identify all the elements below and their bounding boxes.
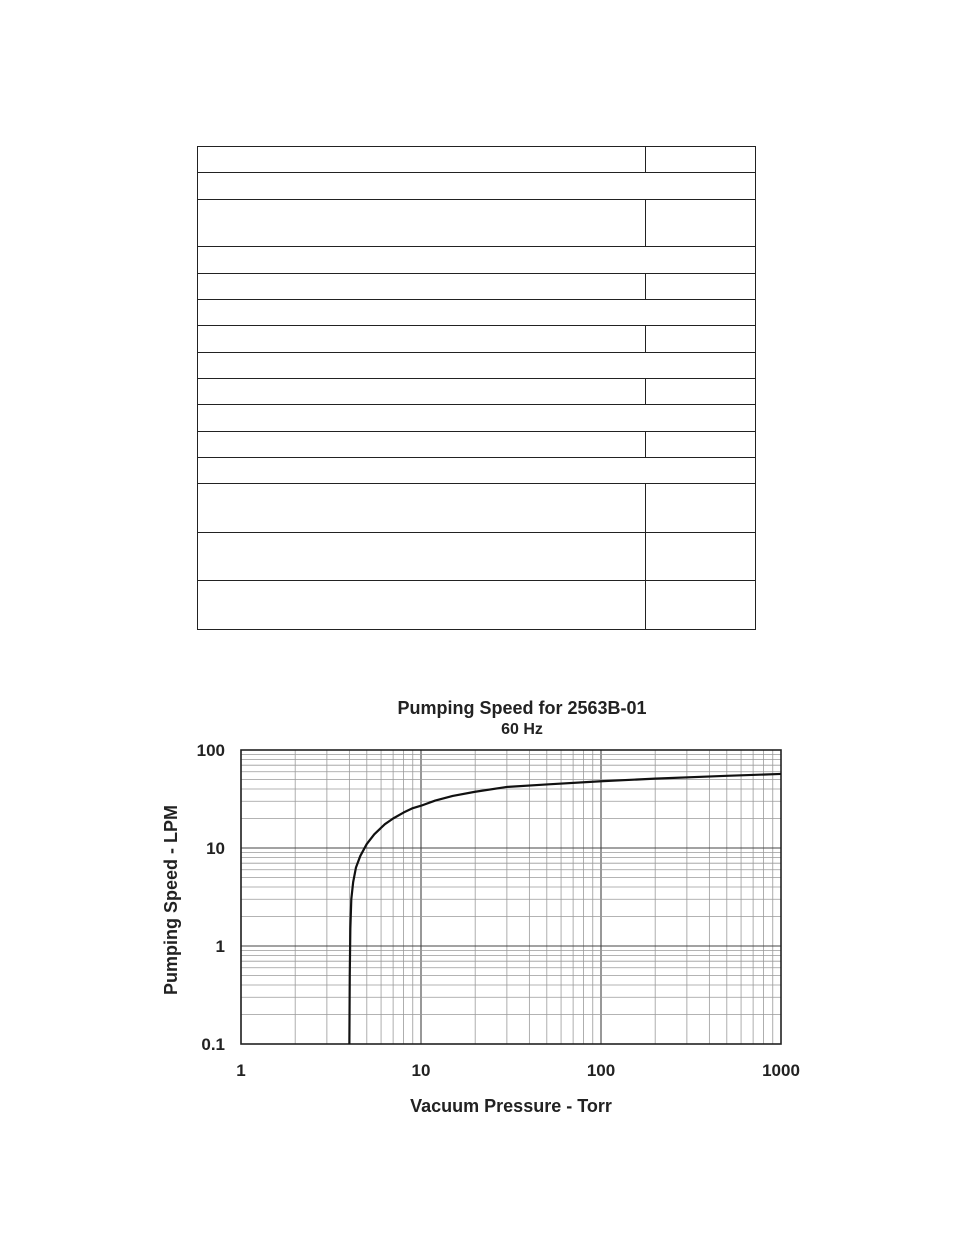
table-row	[198, 326, 756, 353]
table-cell-value	[646, 200, 756, 247]
x-tick-label: 1	[236, 1061, 246, 1080]
table-cell-value	[646, 484, 756, 533]
table-cell-label	[198, 200, 646, 247]
table-row	[198, 147, 756, 173]
y-tick-label: 0.1	[201, 1035, 225, 1054]
table-cell-value	[646, 432, 756, 458]
table-row	[198, 379, 756, 405]
table-cell-value	[646, 326, 756, 353]
specifications-table	[197, 146, 756, 630]
x-tick-label: 10	[411, 1061, 431, 1080]
table-cell-label	[198, 533, 646, 581]
chart-grid	[241, 750, 781, 1044]
table-row	[198, 353, 756, 379]
chart-subtitle: 60 Hz	[501, 721, 543, 738]
table-row	[198, 173, 756, 200]
table-cell-section	[198, 173, 756, 200]
table-cell-label	[198, 581, 646, 630]
pumping-speed-chart	[0, 690, 954, 1130]
table-row	[198, 247, 756, 274]
y-tick-label: 1	[215, 937, 225, 956]
chart-series	[349, 774, 781, 1044]
table-cell-label	[198, 484, 646, 533]
y-tick-label: 100	[196, 741, 225, 760]
table-cell-value	[646, 379, 756, 405]
table-row	[198, 405, 756, 432]
specifications-table-body	[198, 147, 756, 630]
x-tick-label: 1000	[762, 1061, 800, 1080]
chart-title: Pumping Speed for 2563B-01	[397, 698, 647, 718]
x-axis-label: Vacuum Pressure - Torr	[410, 1096, 612, 1116]
table-cell-section	[198, 300, 756, 326]
table-row	[198, 581, 756, 630]
table-row	[198, 432, 756, 458]
plot-frame	[241, 750, 781, 1044]
y-axis-label: Pumping Speed - LPM	[161, 804, 181, 996]
table-row	[198, 484, 756, 533]
series-line	[349, 774, 781, 1044]
table-cell-section	[198, 458, 756, 484]
table-cell-section	[198, 405, 756, 432]
table-cell-label	[198, 274, 646, 300]
table-row	[198, 274, 756, 300]
table-cell-label	[198, 379, 646, 405]
table-cell-label	[198, 326, 646, 353]
table-row	[198, 300, 756, 326]
table-cell-value	[646, 274, 756, 300]
x-tick-label: 100	[586, 1061, 616, 1080]
table-cell-section	[198, 353, 756, 379]
y-tick-label: 10	[206, 839, 225, 858]
table-cell-label	[198, 432, 646, 458]
table-row	[198, 458, 756, 484]
table-cell-value	[646, 147, 756, 173]
table-cell-value	[646, 533, 756, 581]
table-row	[198, 200, 756, 247]
table-row	[198, 533, 756, 581]
table-cell-label	[198, 147, 646, 173]
table-cell-value	[646, 581, 756, 630]
table-cell-section	[198, 247, 756, 274]
